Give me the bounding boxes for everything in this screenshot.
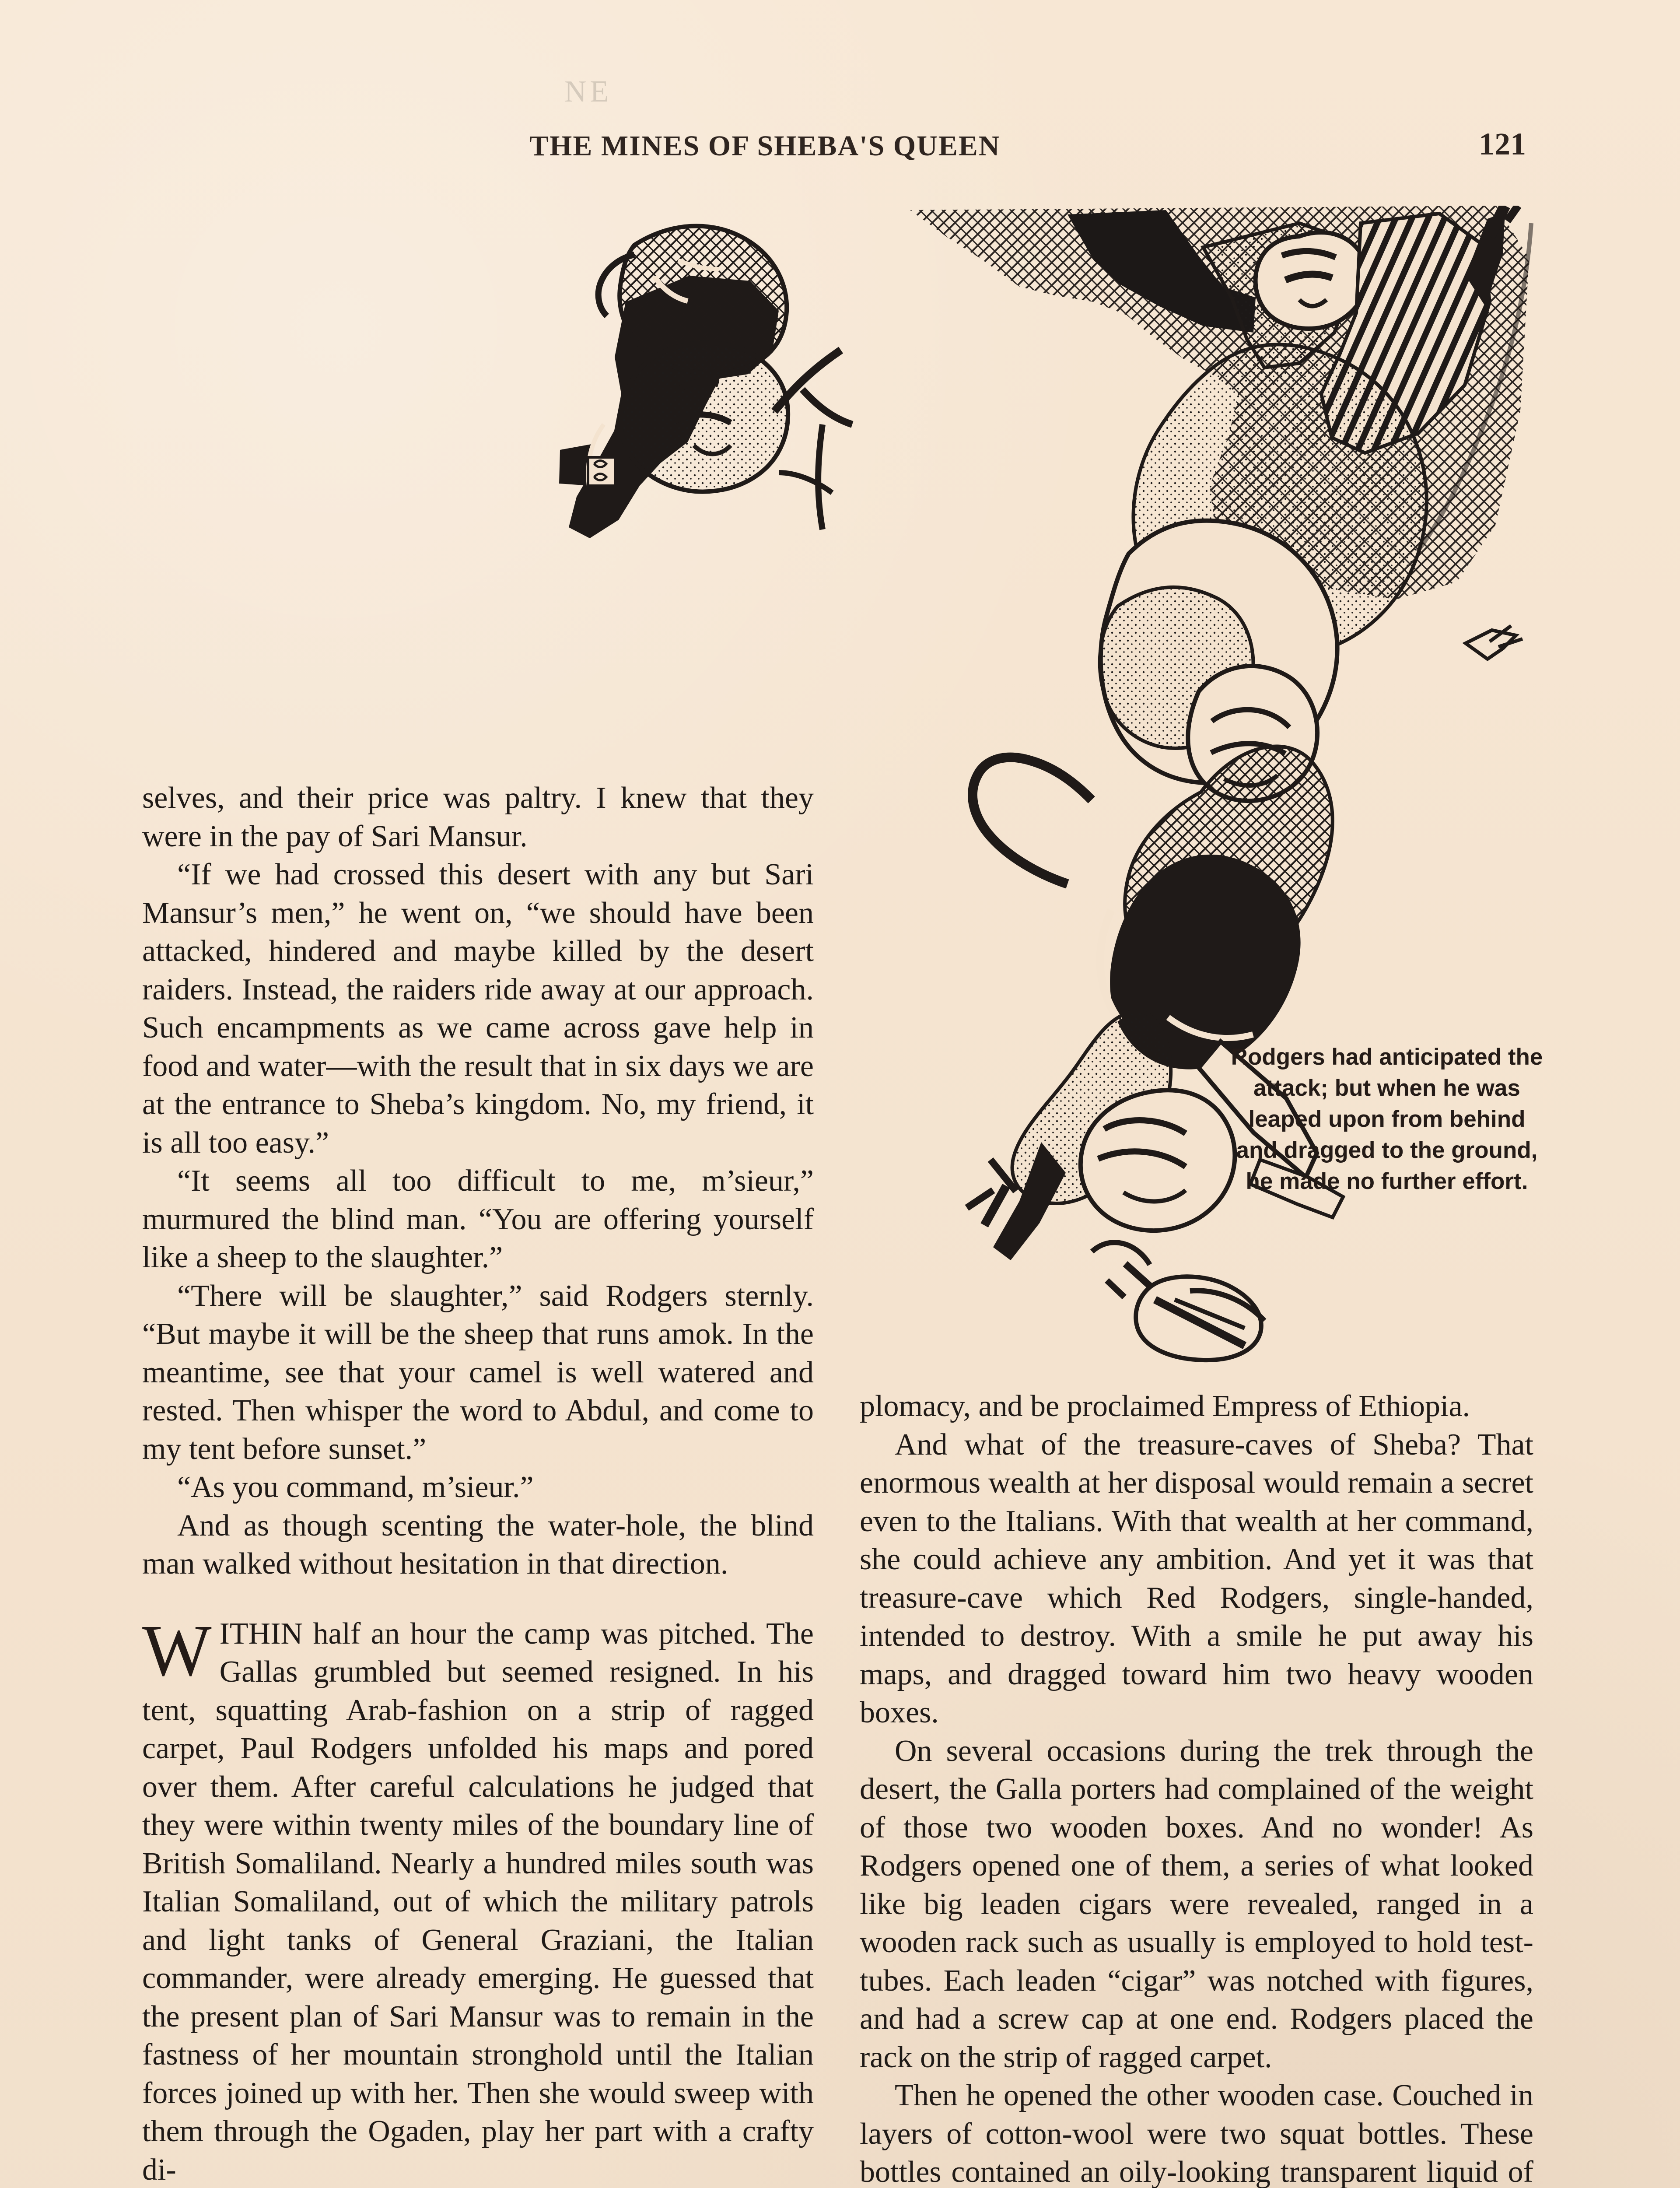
paragraph-left-6: And as though scenting the water-hole, the blind man walked without hesitation in that direction. [142,1508,814,1581]
paragraph-left-2: “If we had crossed this desert with any but Sari Mansur’s men,” he went on, “we should have been attacked, hindered and maybe killed by the desert raiders. Instead, the raiders ride away at our approach. Such encampments as we came across gave help in food and water—with the result that in six days we are at the entrance to Sheba’s kingdom. No, my friend, it is all too easy.” [142,858,814,1160]
paragraph-left-3: “It seems all too difficult to me, m’sieur,” murmured the blind man. “You are offering yourself like a sheep to the slaughter.” [142,1164,814,1274]
paragraph-right-2: And what of the treasure-caves of Sheba? That enormous wealth at her disposal would remain a secret even to the Italians. With that wealth at her command, she could achieve any ambition. And yet it was that treasure-cave which Red Rodgers, single-handed, intended to destroy. With a smile he put away his maps, and dragged toward him two heavy wooden boxes. [860,1427,1533,1729]
paragraph-right-1: plomacy, and be proclaimed Empress of Ethiopia. [860,1389,1470,1423]
page-number: 121 [1479,126,1526,161]
section-gap [142,1583,814,1615]
right-column [860,1387,1533,2188]
page-title: THE MINES OF SHEBA'S QUEEN [529,130,1001,162]
paragraph-right-4: Then he opened the other wooden case. Couched in layers of cotton-wool were two squat bottles. These bottles contained an oily-looking transparent liquid of [860,2079,1533,2188]
paragraph-left-7: ITHIN half an hour the camp was pitched. The Gallas grumbled but seemed resigned. In his tent, squatting Arab-fashion on a strip of ragged carpet, Paul Rodgers unfolded his maps and pored over them. After careful calculations he judged that they were within twenty miles of the boundary line of British Somaliland. Nearly a hundred miles south was Italian Somaliland, out of which the military patrols and light tanks of General Graziani, the Italian commander, were already emerging. He guessed that the present plan of Sari Mansur was to remain in the fastness of her mountain stronghold until the Italian forces joined up with her. Then she would sweep with them through the Ogaden, play her part with a crafty di- [142,1616,814,2187]
ghost-text: NE [564,75,612,109]
paragraph-left-4: “There will be slaughter,” said Rodgers sternly. “But maybe it will be the sheep that runs amok. In the meantime, see that your camel is well watered and rested. Then whisper the word to Abdul, and come to my tent before sunset.” [142,1279,814,1466]
left-column [142,779,814,2188]
illustration-caption: Rodgers had anticipated the attack; but when he was leaped upon from behind and dragged to the ground, he made no further effort. [1231,1044,1543,1195]
paragraph-right-3: On several occasions during the trek through the desert, the Galla porters had complained of the weight of those two wooden boxes. And no wonder! As Rodgers opened one of them, a series of what looked like big leaden cigars were revealed, ranged in a wooden rack such as usually is employed to hold test-tubes. Each leaden “cigar” was notched with figures, and had a screw cap at one end. Rodgers placed the rack on the strip of ragged carpet. [860,1734,1533,2074]
dropcap-paragraph [142,1609,814,2188]
paragraph-left-5: “As you command, m’sieur.” [177,1470,534,1504]
paragraph-left-1: selves, and their price was paltry. I knew that they were in the pay of Sari Mansur. [142,781,814,853]
dropcap-letter: W [142,1609,212,1691]
